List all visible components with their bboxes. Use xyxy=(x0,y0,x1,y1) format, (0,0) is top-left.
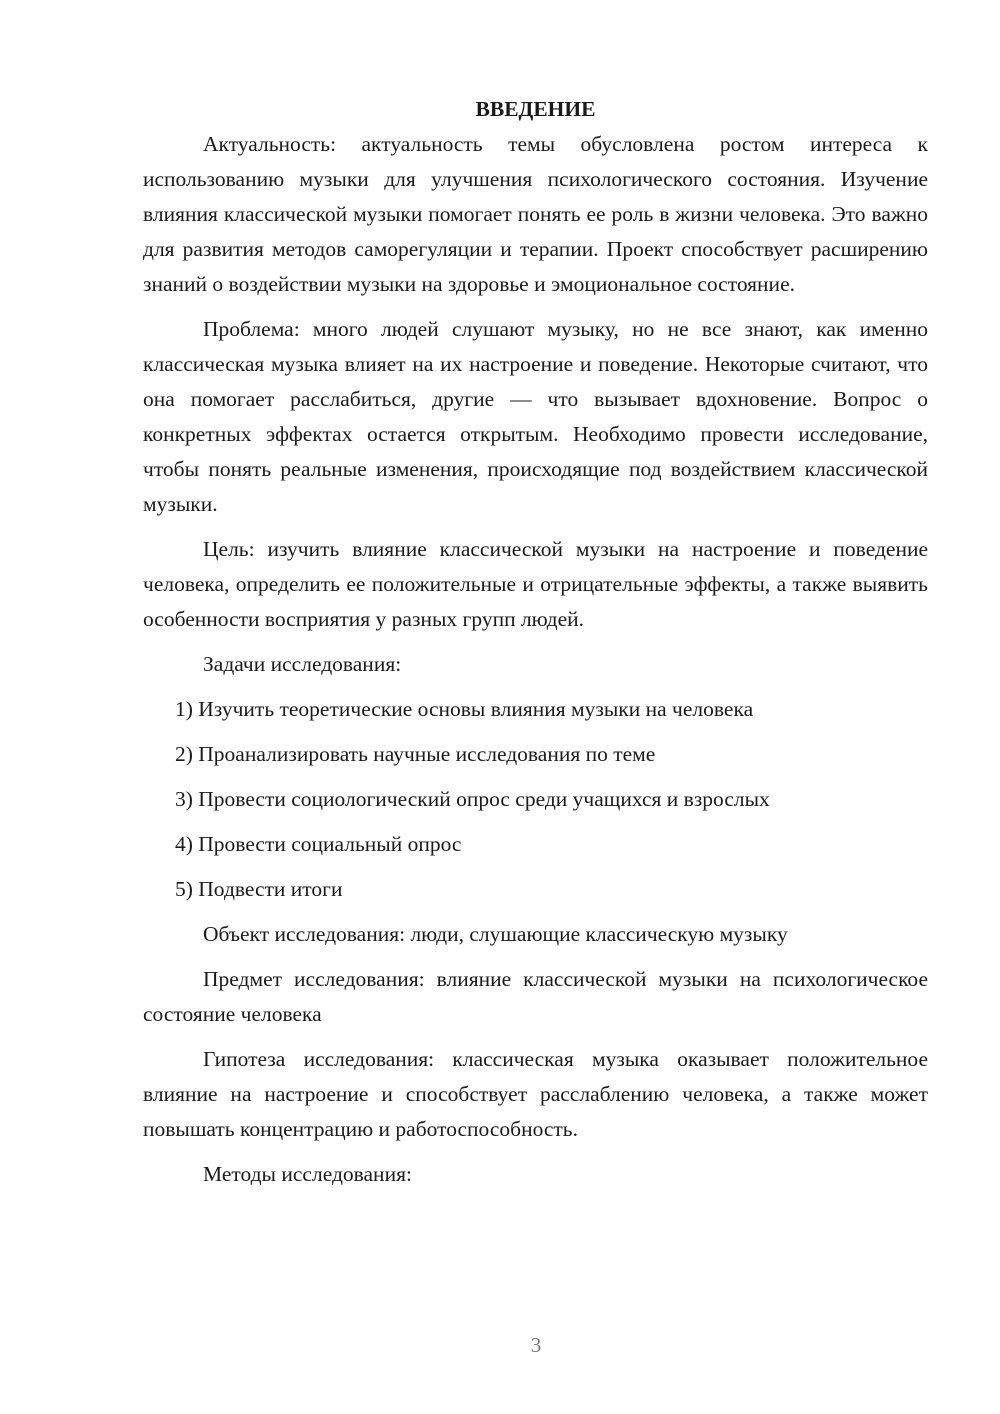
tasks-list xyxy=(143,692,928,907)
section-heading: ВВЕДЕНИЕ xyxy=(475,97,596,121)
page-number: 3 xyxy=(530,1333,542,1357)
hypothesis-paragraph: Гипотеза исследования: классическая музыка оказывает положительное влияние на настроение и способствует расслаблению человека, а также может повышать концентрацию и работоспособность. xyxy=(143,1047,928,1141)
list-item: 2) Проанализировать научные исследования по теме xyxy=(175,742,656,766)
list-item: 5) Подвести итоги xyxy=(175,877,343,901)
tasks-title: Задачи исследования: xyxy=(203,652,402,676)
list-item: 1) Изучить теоретические основы влияния музыки на человека xyxy=(175,697,754,721)
methods-title: Методы исследования: xyxy=(203,1162,412,1186)
problem-paragraph: Проблема: много людей слушают музыку, но не все знают, как именно классическая музыка влияет на их настроение и поведение. Некоторые считают, что она помогает расслабиться, другие — что вызывает вдохновение. Вопрос о конкретных эффектах остается открытым. Необходимо провести исследование, чтобы понять реальные изменения, происходящие под воздействием классической музыки. xyxy=(143,317,928,516)
relevance-paragraph: Актуальность: актуальность темы обусловлена ростом интереса к использованию музыки для улучшения психологического состояния. Изучение влияния классической музыки помогает понять ее роль в жизни человека. Это важно для развития методов саморегуляции и терапии. Проект способствует расширению знаний о воздействии музыки на здоровье и эмоциональное состояние. xyxy=(143,132,928,296)
list-item: 4) Провести социальный опрос xyxy=(175,832,462,856)
document-page xyxy=(143,92,928,1202)
object-paragraph: Объект исследования: люди, слушающие классическую музыку xyxy=(203,922,788,946)
subject-paragraph: Предмет исследования: влияние классической музыки на психологическое состояние человека xyxy=(143,967,928,1026)
goal-paragraph: Цель: изучить влияние классической музыки на настроение и поведение человека, определить ее положительные и отрицательные эффекты, а также выявить особенности восприятия у разных групп людей. xyxy=(143,537,928,631)
list-item: 3) Провести социологический опрос среди учащихся и взрослых xyxy=(175,787,770,811)
